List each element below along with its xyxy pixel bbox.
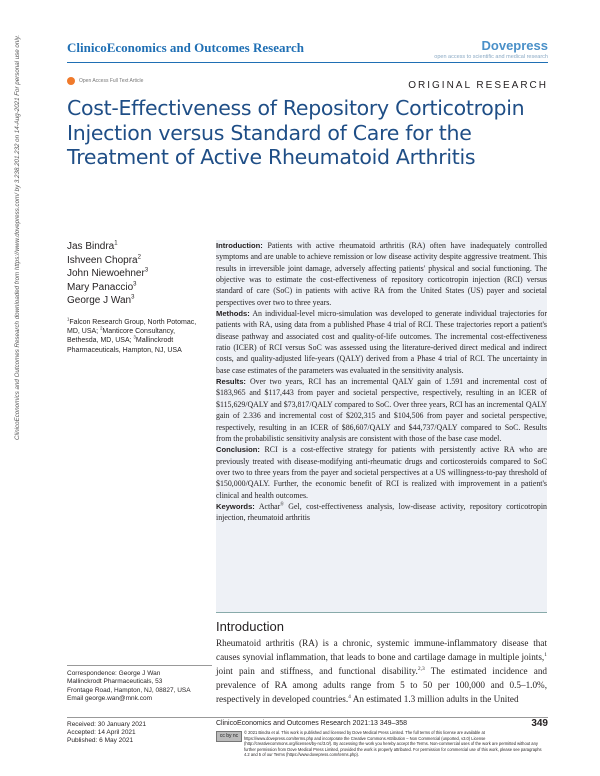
open-access-icon: [67, 77, 75, 85]
correspondence-email[interactable]: Email george.wan@mnk.com: [67, 695, 152, 703]
abstract-box: Introduction: Patients with active rheumatoid arthritis (RA) often have inadequately controlled symptoms and are unable to achieve remission or low disease activity despite aggressive treatment. This results in irreversible joint damage, adversely affecting patients' physical and social functioning. The objective was to estimate the cost-effectiveness of repository corticotropin injection (RCI) versus standard of care (SoC) in patients with active RA from the United States (US) payer and societal perspectives over two to three years. Methods: An individual-level micro-simulation was developed to generate individual trajectories for patients with RA, using data from a published Phase 4 trial of RCI. These trajectories report a patient's disease pathway and associated cost and quality-of-life outcomes. The incremental cost-effectiveness ratio (ICER) of RCI versus SoC was assessed using the literature-derived direct medical and indirect costs, and quality-adjusted life-years (QALY) derived from a Phase 4 trial of RCI. The uncertainty in base case estimates of the parameters was evaluated in the sensitivity analysis. Results: Over two years, RCI has an incremental QALY gain of 1.591 and incremental cost of $183,965 and $117,443 from payer and societal perspective, respectively, resulting in an ICER of $115,629/QALY and $73,817/QALY compared to SoC. Over three years, RCI has an incremental QALY gain of 2.336 and incremental cost of $202,315 and $104,506 from payer and societal perspective, respectively, resulting in an ICER of $86,607/QALY and $44,737/QALY compared to SoC. Results from the probabilistic sensitivity analysis are consistent with those of the base case model. Conclusion: RCI is a cost-effective strategy for patients with persistently active RA who are previously treated with disease-modifying anti-rheumatic drugs and corticosteroids compared to SoC over two to three years from the payer and societal perspectives at a US willingness-to-pay threshold of $150,000/QALY. Further, the economic benefit of RCI is realized with improvement in a patient's clinical and health outcomes. Keywords: Acthar® Gel, cost-effectiveness analysis, low-disease activity, repository corticotropin injection, rheumatoid arthritis: [216, 240, 547, 612]
section-rule: [216, 612, 547, 613]
article-title: Cost-Effectiveness of Repository Corticotropin Injection versus Standard of Care for the Treatment of Active Rheumatoid Arthritis: [67, 96, 525, 169]
footer-citation: ClinicoEconomics and Outcomes Research 2021:13 349–358: [216, 720, 408, 727]
author-list: [67, 240, 148, 308]
copyright-notice: © 2021 Bindra et al. This work is published and licensed by Dove Medical Press Limited. The full terms of this license are available at https://www.dovepress.com/terms.php and incorporate the Creative Commons Attribution – Non Commercial (unported, v3.0) License (http://creativecommons.org/licenses/by-nc/3.0/). By accessing the work you hereby accept the Terms. Non-commercial uses of the work are permitted without any further permission from Dove Medical Press Limited, provided the work is properly attributed. For permission for commercial use of this work, please see paragraphs 4.2 and 5 of our Terms (https://www.dovepress.com/terms.php).: [244, 730, 542, 758]
publisher-logo: Dovepress: [481, 38, 548, 53]
introduction-paragraph: Rheumatoid arthritis (RA) is a chronic, systemic immune-inflammatory disease that causes synovial inflammation, that leads to bone and cartilage damage in multiple joints,$^1$ joint pain and stiffness, and functional disability.$^{2,3}$ The estimated incidence and prevalence of RA among adults range from 5 to 50 per 100,000 and 0.5–1.0%, respectively in developed countries.$^4$ An estimated 1.3 million adults in the United: [216, 638, 548, 704]
open-access-label: Open Access Full Text Article: [79, 78, 144, 84]
author: Jas Bindra$^1$: [67, 240, 118, 252]
footer-rule: [67, 717, 548, 718]
cc-license-icon: cc by nc: [216, 731, 242, 742]
open-access-badge: [67, 77, 143, 85]
author: Ishveen Chopra$^2$: [67, 254, 141, 266]
author: George J Wan$^3$: [67, 294, 135, 306]
publisher-tagline: open access to scientific and medical research: [434, 54, 548, 60]
publication-dates: Received: 30 January 2021 Accepted: 14 April 2021 Published: 6 May 2021: [67, 721, 147, 744]
journal-name: ClinicoEconomics and Outcomes Research: [67, 40, 304, 55]
article-type: ORIGINAL RESEARCH: [408, 80, 548, 91]
page-number: 349: [531, 718, 548, 729]
author: John Niewoehner$^3$: [67, 267, 149, 279]
download-side-note: ClinicoEconomics and Outcomes Research downloaded from https://www.dovepress.com/ by 3.238.201.232 on 14-Aug-2021 For personal use only.: [14, 34, 21, 440]
correspondence: Correspondence: George J Wan Mallinckrodt Pharmaceuticals, 53 Frontage Road, Hampton, NJ, 08827, USA Email george.wan@mnk.com: [67, 665, 212, 704]
affiliations: $^1$Falcon Research Group, North Potomac, MD, USA; $^2$Manticore Consultancy, Bethesda, MD, USA; $^3$Mallinckrodt Pharmaceuticals, Hampton, NJ, USA: [67, 316, 197, 354]
section-heading: Introduction: [216, 619, 284, 634]
author: Mary Panaccio$^3$: [67, 281, 137, 293]
header-rule: [67, 62, 548, 63]
